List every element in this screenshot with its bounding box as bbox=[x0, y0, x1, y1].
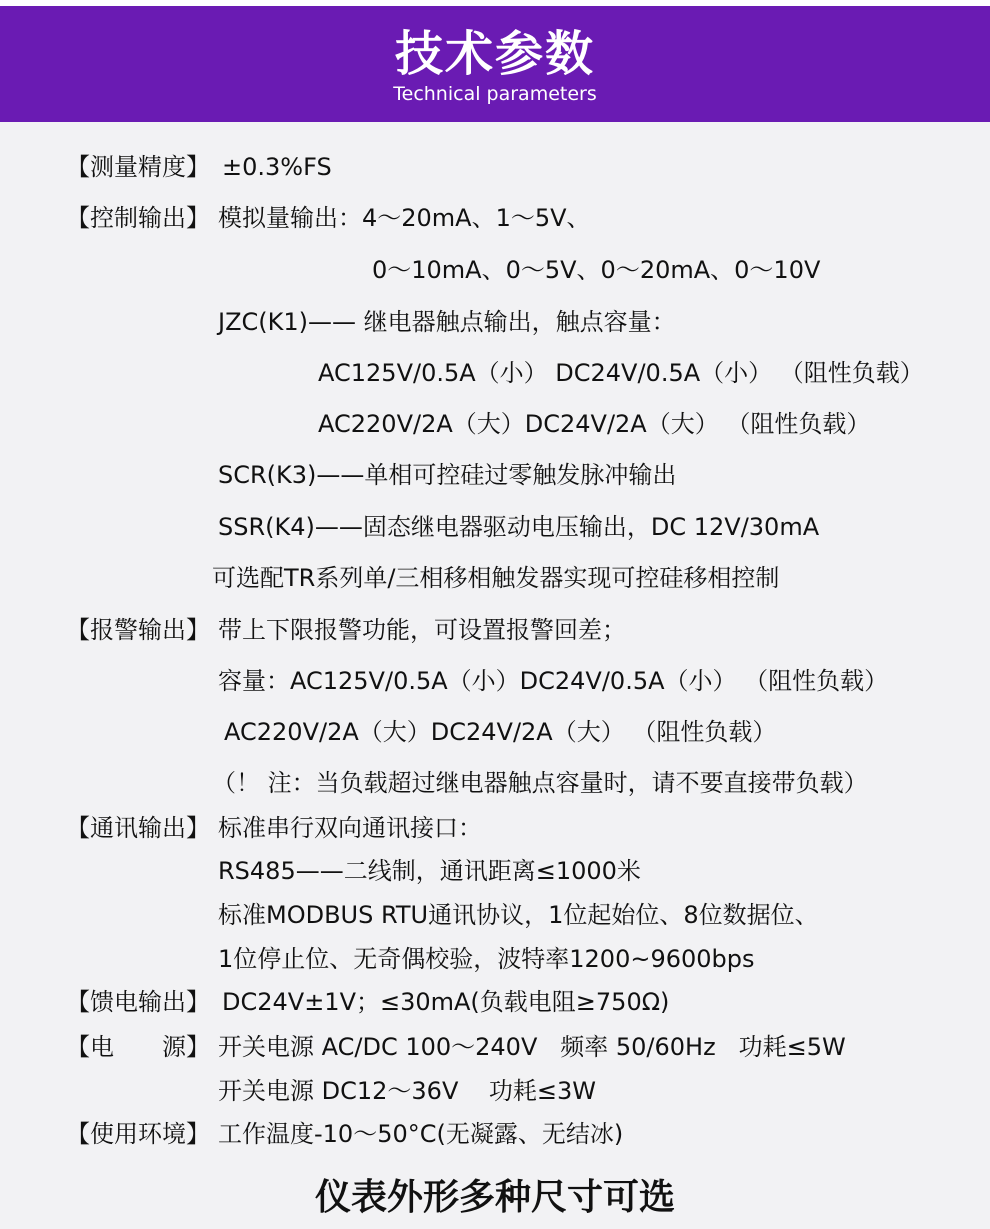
control-jzc: JZC(K1)—— 继电器触点输出，触点容量： bbox=[218, 308, 676, 336]
alarm-output-label: 【报警输出】 bbox=[66, 616, 210, 644]
control-output-label: 【控制输出】 bbox=[66, 204, 210, 232]
comm-output-label: 【通讯输出】 bbox=[66, 814, 210, 842]
accuracy-value: ±0.3%FS bbox=[222, 153, 332, 181]
comm-line2: RS485——二线制，通讯距离≤1000米 bbox=[218, 857, 641, 885]
control-scr: SCR(K3)——单相可控硅过零触发脉冲输出 bbox=[218, 461, 677, 489]
accuracy-label: 【测量精度】 bbox=[66, 153, 210, 181]
control-analog-line1: 模拟量输出：4～20mA、1～5V、 bbox=[218, 204, 591, 232]
environment-label: 【使用环境】 bbox=[66, 1120, 210, 1148]
control-analog-line2: 0～10mA、0～5V、0～20mA、0～10V bbox=[372, 256, 821, 284]
feed-output-value: DC24V±1V；≤30mA(负载电阻≥750Ω) bbox=[222, 988, 670, 1016]
alarm-line2: 容量：AC125V/0.5A（小）DC24V/0.5A（小） （阻性负载） bbox=[218, 667, 889, 695]
environment-value: 工作温度-10～50°C(无凝露、无结冰) bbox=[218, 1120, 624, 1148]
page-subtitle: Technical parameters bbox=[393, 83, 597, 105]
power-line2: 开关电源 DC12～36V 功耗≤3W bbox=[218, 1077, 596, 1105]
comm-line1: 标准串行双向通讯接口： bbox=[218, 814, 482, 842]
feed-output-label: 【馈电输出】 bbox=[66, 988, 210, 1016]
power-label: 【电 源】 bbox=[66, 1033, 210, 1061]
comm-line4: 1位停止位、无奇偶校验，波特率1200~9600bps bbox=[218, 945, 755, 973]
alarm-line1: 带上下限报警功能，可设置报警回差； bbox=[218, 616, 626, 644]
alarm-note: （！ 注：当负载超过继电器触点容量时，请不要直接带负载） bbox=[212, 769, 868, 797]
alarm-line3: AC220V/2A（大）DC24V/2A（大） （阻性负载） bbox=[224, 718, 777, 746]
power-line1: 开关电源 AC/DC 100～240V 频率 50/60Hz 功耗≤5W bbox=[218, 1033, 846, 1061]
control-ssr: SSR(K4)——固态继电器驱动电压输出，DC 12V/30mA bbox=[218, 513, 820, 541]
control-jzc-capacity1: AC125V/0.5A（小） DC24V/0.5A（小） （阻性负载） bbox=[318, 359, 924, 387]
comm-line3: 标准MODBUS RTU通讯协议，1位起始位、8位数据位、 bbox=[218, 901, 819, 929]
page-title: 技术参数 bbox=[394, 26, 595, 82]
footer-heading: 仪表外形多种尺寸可选 bbox=[314, 1177, 675, 1218]
control-jzc-capacity2: AC220V/2A（大）DC24V/2A（大） （阻性负载） bbox=[318, 410, 871, 438]
control-optional: 可选配TR系列单/三相移相触发器实现可控硅移相控制 bbox=[212, 564, 780, 592]
